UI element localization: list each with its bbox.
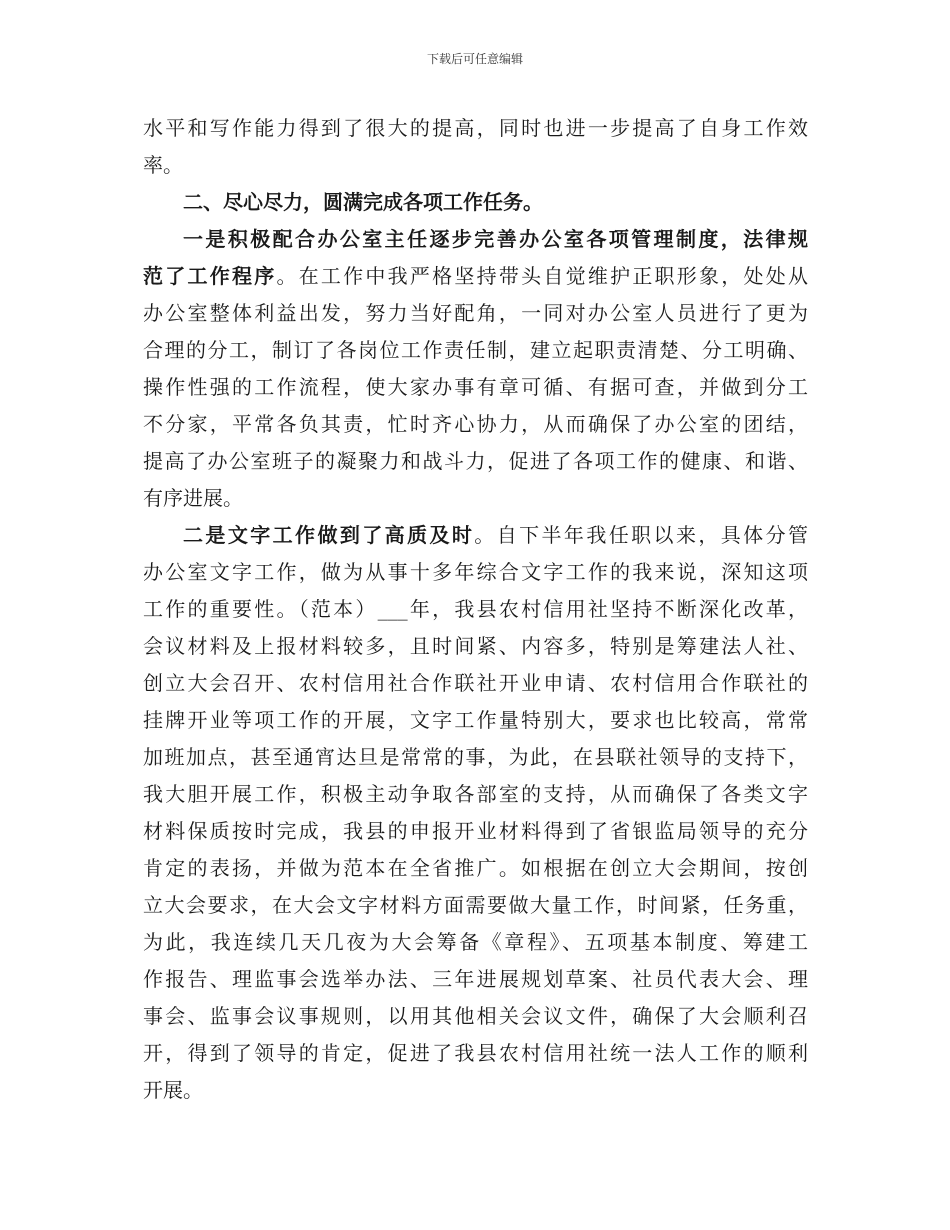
- text-line: [143, 591, 808, 628]
- bold-text-run: 范了工作程序: [143, 264, 277, 288]
- text-run: 事会、监事会议事规则，以用其他相关会议文件，确保了大会顺利召: [143, 1004, 808, 1028]
- bold-text-run: 一是积极配合办公室主任逐步完善办公室各项管理制度，法律规: [183, 227, 808, 251]
- document-body: [143, 110, 808, 1109]
- text-run: 开展。: [143, 1078, 203, 1102]
- text-line: [143, 887, 808, 924]
- text-run: 有序进展。: [143, 486, 243, 510]
- text-run: 提高了办公室班子的凝聚力和战斗力，促进了各项工作的健康、和谐、: [143, 449, 808, 473]
- text-line: [143, 369, 808, 406]
- text-run: 材料保质按时完成，我县的申报开业材料得到了省银监局领导的充分: [143, 819, 808, 843]
- text-run: 加班加点，甚至通宵达旦是常常的事，为此，在县联社领导的支持下，: [143, 745, 808, 769]
- bold-text-run: 二、尽心尽力，圆满完成各项工作任务。: [183, 190, 543, 214]
- bold-text-run: 二是文字工作做到了高质及时: [183, 523, 475, 547]
- text-run: 挂牌开业等项工作的开展，文字工作量特别大，要求也比较高，常常: [143, 708, 808, 732]
- text-line: [143, 702, 808, 739]
- text-run: 会议材料及上报材料较多，且时间紧、内容多，特别是筹建法人社、: [143, 634, 808, 658]
- text-run: 创立大会召开、农村信用社合作联社开业申请、农村信用合作联社的: [143, 671, 808, 695]
- text-line: [143, 776, 808, 813]
- text-run: 肯定的表扬，并做为范本在全省推广。如根据在创立大会期间，按创: [143, 856, 808, 880]
- text-line: [143, 480, 808, 517]
- text-line: [143, 258, 808, 295]
- text-run: 操作性强的工作流程，使大家办事有章可循、有据可查，并做到分工: [143, 375, 808, 399]
- text-line: [143, 295, 808, 332]
- text-line: [143, 924, 808, 961]
- text-run: 我大胆开展工作，积极主动争取各部室的支持，从而确保了各类文字: [143, 782, 808, 806]
- text-run: 工作的重要性。（范本）___年，我县农村信用社坚持不断深化改革，: [143, 597, 808, 621]
- text-line: [143, 406, 808, 443]
- text-line: [143, 184, 808, 221]
- text-line: [143, 665, 808, 702]
- text-run: 作报告、理监事会选举办法、三年进展规划草案、社员代表大会、理: [143, 967, 808, 991]
- text-line: [143, 850, 808, 887]
- text-line: [143, 1035, 808, 1072]
- text-line: [143, 332, 808, 369]
- text-line: [143, 554, 808, 591]
- text-run: 不分家，平常各负其责，忙时齐心协力，从而确保了办公室的团结，: [143, 412, 808, 436]
- text-line: [143, 517, 808, 554]
- text-line: [143, 147, 808, 184]
- text-line: [143, 1072, 808, 1109]
- text-line: [143, 443, 808, 480]
- text-line: [143, 110, 808, 147]
- text-line: [143, 961, 808, 998]
- text-line: [143, 813, 808, 850]
- text-run: 为此，我连续几天几夜为大会筹备《章程》、五项基本制度、筹建工: [143, 930, 808, 954]
- text-run: 办公室文字工作，做为从事十多年综合文字工作的我来说，深知这项: [143, 560, 808, 584]
- text-line: [143, 998, 808, 1035]
- text-run: 。自下半年我任职以来，具体分管: [474, 523, 808, 547]
- text-line: [143, 739, 808, 776]
- text-run: 开，得到了领导的肯定，促进了我县农村信用社统一法人工作的顺利: [143, 1041, 808, 1065]
- text-run: 。在工作中我严格坚持带头自觉维护正职形象，处处从: [276, 264, 808, 288]
- text-run: 率。: [143, 153, 183, 177]
- text-run: 办公室整体利益出发，努力当好配角，一同对办公室人员进行了更为: [143, 301, 808, 325]
- text-run: 水平和写作能力得到了很大的提高，同时也进一步提高了自身工作效: [143, 116, 808, 140]
- text-run: 合理的分工，制订了各岗位工作责任制，建立起职责清楚、分工明确、: [143, 338, 808, 362]
- text-run: 立大会要求，在大会文字材料方面需要做大量工作，时间紧，任务重，: [143, 893, 808, 917]
- text-line: [143, 628, 808, 665]
- page-header: 下载后可任意编辑: [426, 52, 523, 66]
- text-line: [143, 221, 808, 258]
